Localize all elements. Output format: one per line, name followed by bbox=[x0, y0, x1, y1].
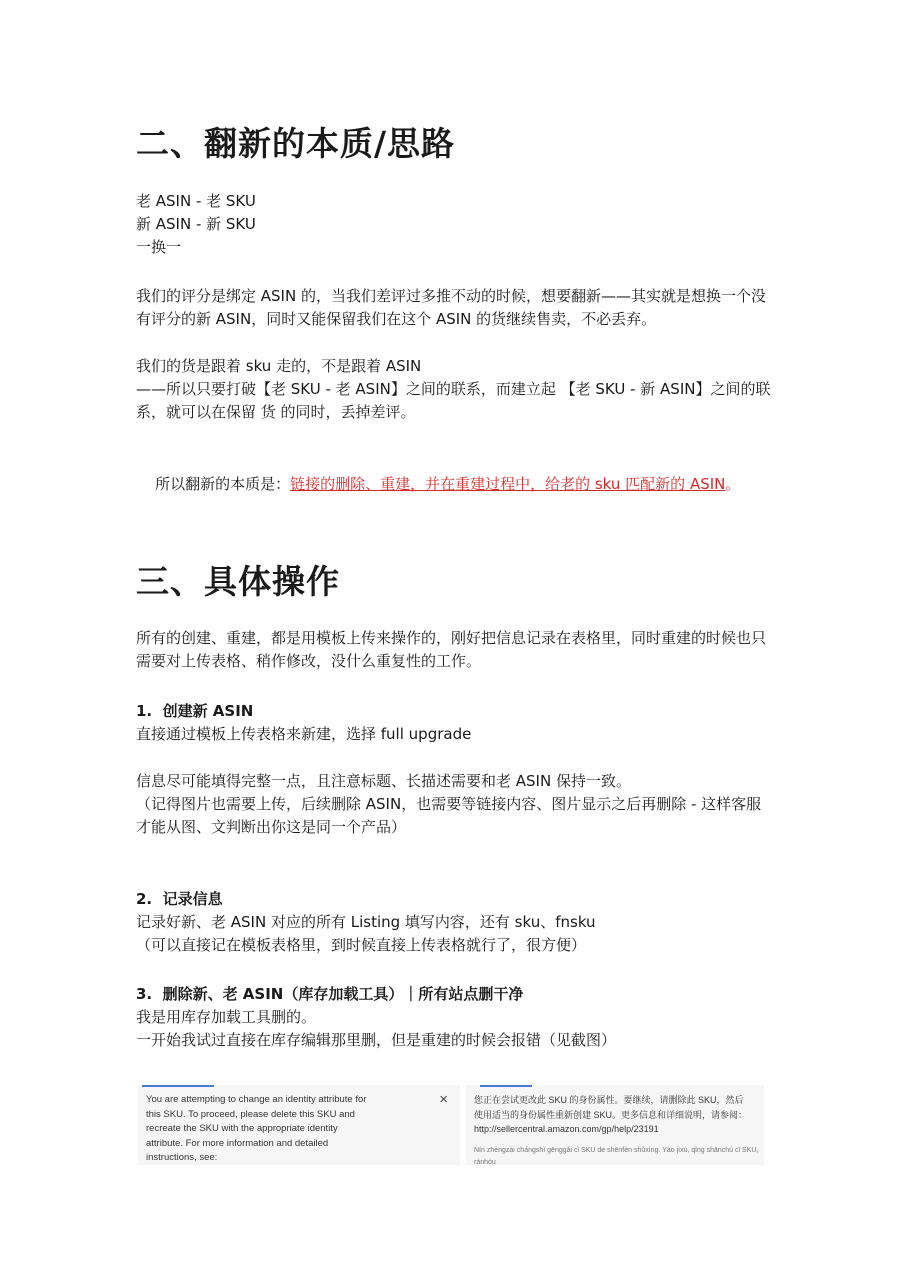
mapping-line-old: 老 ASIN - 老 SKU bbox=[136, 192, 256, 210]
error-screenshot-english bbox=[138, 1083, 460, 1165]
section3-title: 三、具体操作 bbox=[136, 562, 340, 601]
essence-highlight: 链接的删除、重建，并在重建过程中，给老的 sku 匹配新的 ASIN bbox=[290, 475, 726, 493]
step2-heading: 2. 记录信息 bbox=[136, 890, 223, 908]
mapping-line-swap: 一换一 bbox=[136, 238, 182, 256]
chinese-error-text: 您正在尝试更改此 SKU 的身份属性。要继续，请删除此 SKU，然后 使用适当的身份属性重新创建 SKU。更多信息和详细说明，请参阅： http://sellercentral.amazon.com/gp/help/23191 bbox=[474, 1095, 748, 1134]
stock-follows-sku: 我们的货是跟着 sku 走的，不是跟着 ASIN bbox=[136, 357, 422, 375]
step1-line2: 信息尽可能填得完整一点，且注意标题、长描述需要和老 ASIN 保持一致。 bbox=[136, 772, 631, 790]
step1-line1: 直接通过模板上传表格来新建，选择 full upgrade bbox=[136, 725, 472, 743]
step3-line2: 一开始我试过直接在库存编辑那里删，但是重建的时候会报错（见截图） bbox=[136, 1031, 617, 1049]
step1-heading: 1. 创建新 ASIN bbox=[136, 702, 254, 720]
rating-paragraph: 我们的评分是绑定 ASIN 的，当我们差评过多推不动的时候，想要翻新——其实就是想换一个没有评分的新 ASIN，同时又能保留我们在这个 ASIN 的货继续售卖，不必丢弃。 bbox=[136, 287, 766, 328]
operations-intro: 所有的创建、重建，都是用模板上传来操作的，刚好把信息记录在表格里，同时重建的时候也只需要对上传表格、稍作修改，没什么重复性的工作。 bbox=[136, 629, 767, 670]
english-error-text: You are attempting to change an identity attribute for this SKU. To proceed, please delete this SKU and recreate the SKU with the appropriate identity attribute. For more information and detailed instructions, see: bbox=[146, 1094, 367, 1163]
pinyin-error-text: Nín zhèngzài chángshì gēnggǎi cǐ SKU de shēnfèn shǔxìng. Yào jìxù, qǐng shānchú cǐ SKU, ránhòu bbox=[474, 1147, 759, 1165]
break-link-paragraph: ——所以只要打破【老 SKU - 老 ASIN】之间的联系，而建立起 【老 SKU - 新 ASIN】之间的联系，就可以在保留 货 的同时，丢掉差评。 bbox=[136, 380, 771, 421]
mapping-line-new: 新 ASIN - 新 SKU bbox=[136, 215, 256, 233]
essence-line bbox=[136, 450, 776, 519]
step2-line2: （可以直接记在模板表格里，到时候直接上传表格就行了，很方便） bbox=[136, 936, 587, 954]
step3-line1: 我是用库存加载工具删的。 bbox=[136, 1008, 317, 1026]
essence-end: 。 bbox=[725, 475, 741, 493]
close-icon: × bbox=[439, 1091, 448, 1108]
section2-title: 二、翻新的本质/思路 bbox=[136, 124, 456, 163]
step1-line3: （记得图片也需要上传，后续删除 ASIN，也需要等链接内容、图片显示之后再删除 - 这样客服才能从图、文判断出你这是同一个产品） bbox=[136, 795, 762, 836]
error-screenshot-chinese bbox=[466, 1083, 764, 1165]
step3-heading: 3. 删除新、老 ASIN（库存加载工具）｜所有站点删干净 bbox=[136, 985, 524, 1003]
essence-prefix: 所以翻新的本质是： bbox=[155, 475, 291, 493]
step2-line1: 记录好新、老 ASIN 对应的所有 Listing 填写内容，还有 sku、fnsku bbox=[136, 913, 596, 931]
